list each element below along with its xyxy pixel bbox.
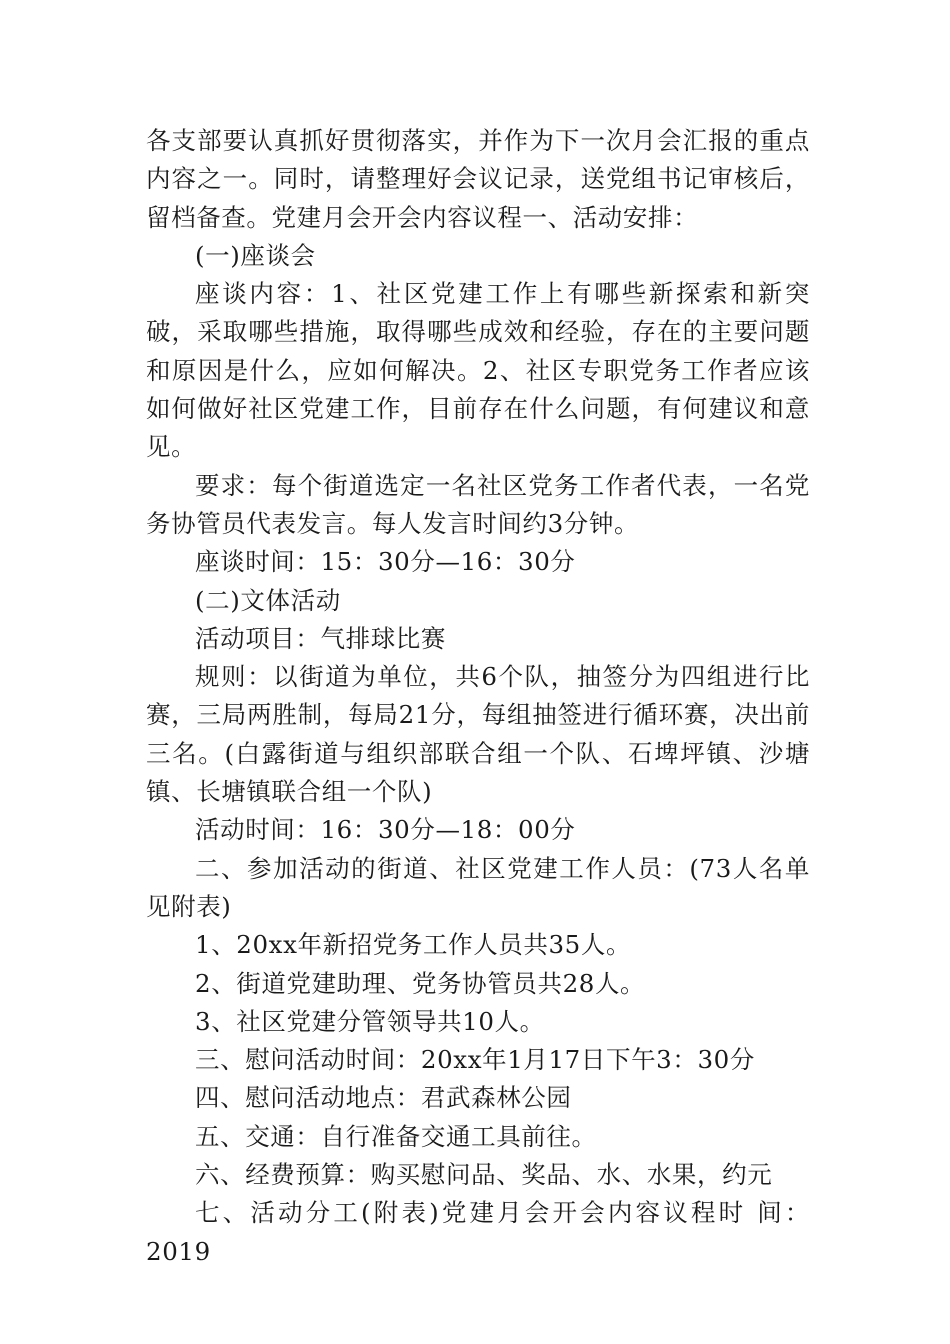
paragraph: 规则：以街道为单位，共6个队，抽签分为四组进行比赛，三局两胜制，每局21分，每组抽签进行循环赛，决出前三名。(白露街道与组织部联合组一个队、石埤坪镇、沙塘镇、长塘镇联合组一个队)	[146, 662, 810, 807]
paragraph: 二、参加活动的街道、社区党建工作人员：(73人名单见附表)	[146, 853, 810, 921]
paragraph: 各支部要认真抓好贯彻落实，并作为下一次月会汇报的重点内容之一。同时，请整理好会议记录，送党组书记审核后，留档备查。党建月会开会内容议程一、活动安排：	[146, 126, 810, 232]
paragraph: 四、慰问活动地点：君武森林公园	[195, 1083, 572, 1113]
document-body	[146, 122, 810, 1271]
paragraph: 活动项目：气排球比赛	[195, 623, 446, 653]
paragraph: 五、交通：自行准备交通工具前往。	[195, 1121, 597, 1151]
paragraph: 3、社区党建分管领导共10人。	[195, 1006, 545, 1036]
paragraph: 1、20xx年新招党务工作人员共35人。	[195, 930, 632, 960]
paragraph: 七、活动分工(附表)党建月会开会内容议程时 间：2019	[146, 1198, 810, 1266]
paragraph: 2、街道党建助理、党务协管员共28人。	[195, 968, 646, 998]
paragraph: 要求：每个街道选定一名社区党务工作者代表，一名党务协管员代表发言。每人发言时间约3分钟。	[146, 470, 810, 538]
paragraph: 六、经费预算：购买慰问品、奖品、水、水果，约元	[195, 1160, 773, 1190]
paragraph: 活动时间：16：30分—18：00分	[195, 815, 576, 845]
paragraph: 三、慰问活动时间：20xx年1月17日下午3：30分	[195, 1045, 755, 1075]
paragraph: 座谈内容：1、社区党建工作上有哪些新探索和新突破，采取哪些措施，取得哪些成效和经验，存在的主要问题和原因是什么，应如何解决。2、社区专职党务工作者应该如何做好社区党建工作，目前存在什么问题，有何建议和意见。	[146, 279, 810, 462]
paragraph: 座谈时间：15：30分—16：30分	[195, 547, 576, 577]
paragraph: (一)座谈会	[195, 240, 316, 270]
paragraph: (二)文体活动	[195, 585, 341, 615]
